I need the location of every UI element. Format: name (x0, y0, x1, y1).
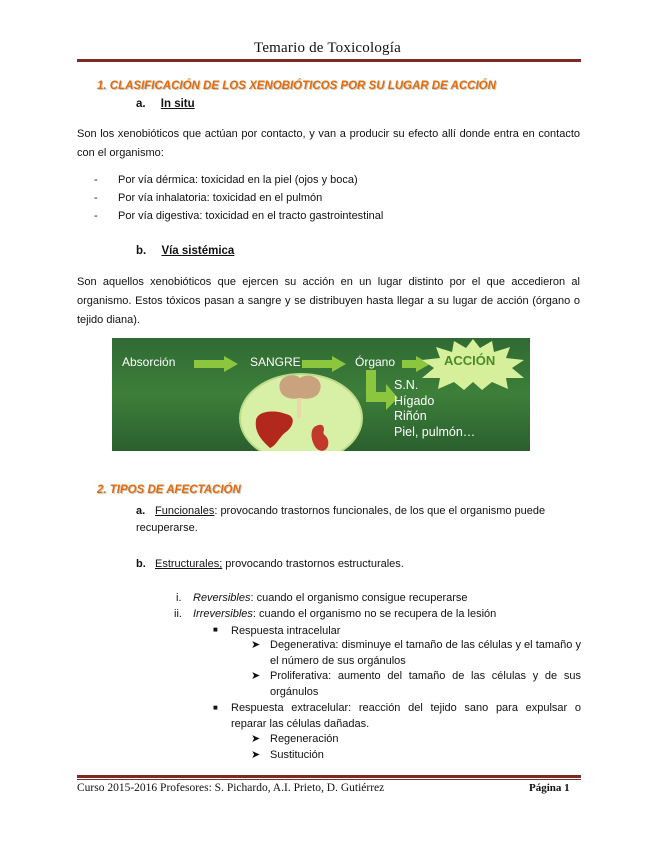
subsection-a-in-situ (136, 98, 195, 110)
item-a-marker: a. (136, 505, 146, 517)
route-bullet-list (94, 172, 383, 224)
proliferativa-item: ➤ Proliferativa: aumento del tamaño de las células y de sus orgánulos (251, 670, 581, 698)
diagram-absorcion-label: Absorción (122, 355, 176, 369)
page-header-title: Temario de Toxicología (254, 40, 401, 56)
footer-page-number: Página 1 (529, 782, 570, 794)
list-item: Piel, pulmón… (394, 424, 476, 439)
subsection-b-label: Vía sistémica (161, 245, 235, 257)
item-ii-marker: ii. (174, 608, 182, 620)
respuesta-extracelular-item: ■ Respuesta extracelular: reacción del tejido sano para expulsar o reparar las células dañadas. (213, 702, 581, 730)
square-bullet-icon: ■ (213, 625, 218, 634)
arrowhead-bullet-icon: ➤ (251, 670, 261, 682)
header-rule (77, 59, 581, 62)
dash-bullet-icon: - (94, 174, 98, 186)
organs-ellipse-illustration (236, 370, 366, 451)
absorption-diagram (112, 338, 530, 451)
respuesta-intracelular-item: ■ Respuesta intracelular (213, 622, 340, 639)
item-i-marker: i. (176, 592, 182, 604)
item-b-marker: b. (136, 558, 146, 570)
item-b-estructurales (136, 556, 404, 572)
list-item: Hígado (394, 393, 435, 408)
section-2-title: 2. TIPOS DE AFECTACIÓN (97, 484, 241, 496)
footer-course-info: Curso 2015-2016 Profesores: S. Pichardo, A.I. Prieto, D. Gutiérrez (77, 782, 385, 794)
item-ii-irreversibles (174, 606, 496, 622)
footer-rule (77, 775, 581, 778)
section-1-title: 1. CLASIFICACIÓN DE LOS XENOBIÓTICOS POR SU LUGAR DE ACCIÓN (97, 80, 496, 92)
item-a-label: Funcionales (155, 505, 215, 517)
item-i-label: Reversibles (193, 592, 251, 604)
regeneracion-item: ➤ Regeneración (251, 733, 339, 745)
arrowhead-bullet-icon: ➤ (251, 733, 261, 745)
list-item: - Por vía dérmica: toxicidad en la piel (ojos y boca) (94, 174, 358, 186)
item-i-reversibles (176, 590, 468, 606)
item-b-text: provocando trastornos estructurales. (222, 558, 404, 570)
in-situ-paragraph: Son los xenobióticos que actúan por contacto, y van a producir su efecto allí donde entra en contacto con el organismo: (77, 128, 580, 159)
footer-rule-thin (77, 779, 581, 780)
item-i-text: : cuando el organismo consigue recuperarse (250, 592, 468, 604)
subsection-b-via-sistemica (136, 245, 234, 257)
square-bullet-icon: ■ (213, 703, 218, 712)
subsection-b-marker: b. (136, 245, 147, 257)
list-item: - Por vía digestiva: toxicidad en el tracto gastrointestinal (94, 210, 384, 222)
item-a-funcionales (136, 503, 581, 537)
target-organ-list (394, 378, 475, 440)
sustitucion-item: ➤ Sustitución (251, 749, 324, 761)
dash-bullet-icon: - (94, 210, 98, 222)
subsection-a-label: In situ (160, 98, 195, 110)
diagram-sangre-label: SANGRE (250, 355, 301, 369)
degenerativa-item: ➤ Degenerativa: disminuye el tamaño de las células y el tamaño y el número de sus orgánulos (251, 639, 581, 667)
diagram-organo-label: Órgano (355, 355, 396, 369)
item-ii-text: : cuando el organismo no se recupera de la lesión (252, 608, 497, 620)
arrowhead-bullet-icon: ➤ (251, 749, 261, 761)
item-b-label: Estructurales; (155, 558, 223, 570)
arrowhead-bullet-icon: ➤ (251, 639, 261, 651)
item-ii-label: Irreversibles (193, 608, 253, 620)
subsection-a-marker: a. (136, 98, 146, 110)
via-sistemica-paragraph: Son aquellos xenobióticos que ejercen su acción en un lugar distinto por el que accedieron al organismo. Estos tóxicos pasan a sangre y se distribuyen hasta llegar a su lugar de acción (órgano o tejido diana). (77, 276, 580, 326)
diagram-accion-label: ACCIÓN (444, 353, 496, 368)
right-arrow-icon (194, 356, 238, 372)
dash-bullet-icon: - (94, 192, 98, 204)
brain-icon (279, 375, 320, 398)
list-item: - Por vía inhalatoria: toxicidad en el pulmón (94, 192, 323, 204)
list-item: S.N. (394, 378, 419, 392)
item-a-text: : provocando trastornos funcionales, de los que el organismo puede recuperarse. (136, 505, 546, 534)
list-item: Riñón (394, 409, 427, 423)
